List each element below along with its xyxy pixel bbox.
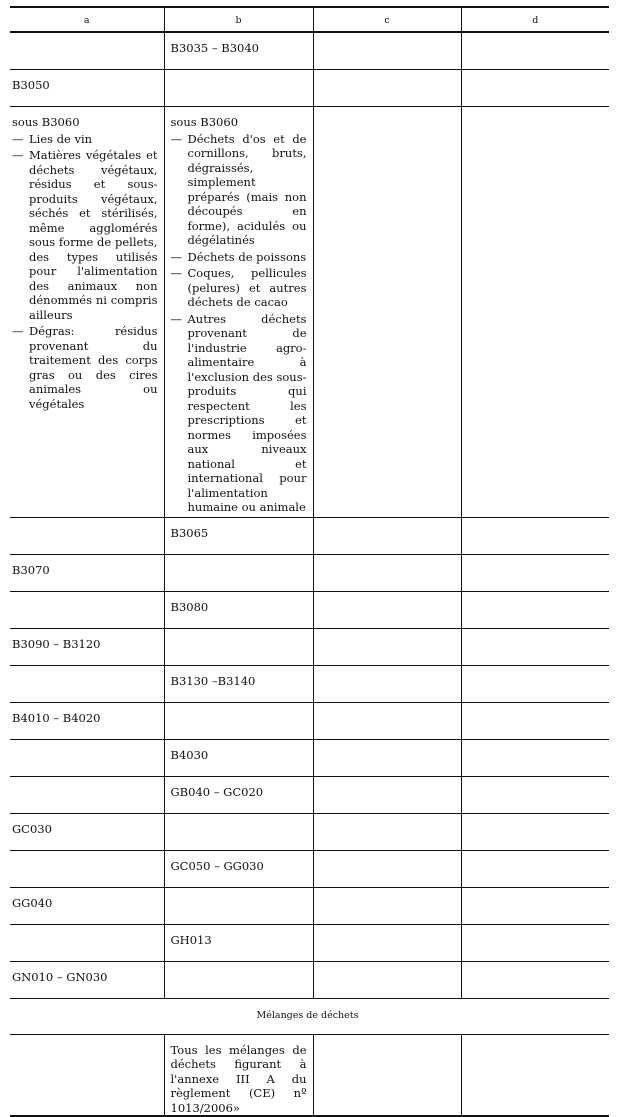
header-c: c [313, 7, 461, 32]
a-item-list [12, 132, 158, 412]
cell-b [164, 554, 313, 591]
section-row [10, 998, 609, 1034]
cell-a: B4010 – B4020 [10, 702, 164, 739]
table-row [10, 739, 609, 776]
cell-b-code: sous B3060 [170, 115, 239, 129]
cell-a: GN010 – GN030 [10, 961, 164, 998]
cell-b [164, 813, 313, 850]
cell-b [164, 887, 313, 924]
cell-a [10, 924, 164, 961]
cell-a: GG040 [10, 887, 164, 924]
table-row [10, 776, 609, 813]
table-row [10, 628, 609, 665]
table-row [10, 813, 609, 850]
cell-b [164, 628, 313, 665]
header-d: d [461, 7, 609, 32]
cell-b [164, 702, 313, 739]
waste-table [10, 6, 609, 1117]
cell-a: B3090 – B3120 [10, 628, 164, 665]
cell-b: GH013 [164, 924, 313, 961]
cell-a: GC030 [10, 813, 164, 850]
cell-b: B3065 [164, 517, 313, 554]
b-item-list [171, 132, 307, 515]
table-row [10, 924, 609, 961]
cell-a [10, 739, 164, 776]
table-row [10, 850, 609, 887]
table-row-final [10, 1034, 609, 1116]
table-row [10, 665, 609, 702]
cell-a [10, 591, 164, 628]
cell-a: B3050 [10, 70, 164, 107]
header-row [10, 7, 609, 32]
cell-a [10, 517, 164, 554]
cell-b [164, 70, 313, 107]
cell-b-b3060 [164, 107, 313, 518]
table-row [10, 554, 609, 591]
table-row [10, 517, 609, 554]
cell-b [164, 961, 313, 998]
cell-a [10, 665, 164, 702]
cell-b: GB040 – GC020 [164, 776, 313, 813]
cell-a [10, 32, 164, 70]
cell-a-code: sous B3060 [12, 115, 80, 129]
table-row [10, 887, 609, 924]
table-row [10, 961, 609, 998]
cell-b: B3035 – B3040 [164, 32, 313, 70]
list-item: — Déchets de poissons [171, 250, 307, 265]
cell-a-b3060 [10, 107, 164, 518]
list-item: — Dégras: résidus provenant du traitement des corps gras ou des cires animales ou végétales [12, 324, 158, 411]
cell-a [10, 850, 164, 887]
list-item: — Lies de vin [12, 132, 158, 147]
table-row [10, 32, 609, 70]
table-row [10, 702, 609, 739]
cell-b: GC050 – GG030 [164, 850, 313, 887]
table-row [10, 70, 609, 107]
cell-b: B4030 [164, 739, 313, 776]
list-item: — Autres déchets provenant de l'industrie agro-alimentaire à l'exclusion des sous-produits qui respectent les prescriptions et normes imposées aux niveaux national et international pour l'alimentation humaine ou animale [171, 312, 307, 515]
list-item: — Matières végétales et déchets végétaux, résidus et sous-produits végétaux, séchés et stérilisés, même agglomérés sous forme de pellets, des types utilisés pour l'alimentation des animaux non dénommés ni compris ailleurs [12, 148, 158, 322]
final-cell-b: Tous les mélanges de déchets figurant à l'annexe III A du règlement (CE) nº 1013/2006» [164, 1034, 313, 1116]
header-b: b [164, 7, 313, 32]
cell-a [10, 776, 164, 813]
header-a: a [10, 7, 164, 32]
table-row-b3060 [10, 107, 609, 518]
section-heading: Mélanges de déchets [10, 998, 609, 1034]
cell-b: B3080 [164, 591, 313, 628]
cell-b: B3130 –B3140 [164, 665, 313, 702]
cell-a: B3070 [10, 554, 164, 591]
table-row [10, 591, 609, 628]
list-item: — Déchets d'os et de cornillons, bruts, dégraissés, simplement préparés (mais non découpés en forme), acidulés ou dégélatinés [171, 132, 307, 248]
list-item: — Coques, pellicules (pelures) et autres déchets de cacao [171, 266, 307, 310]
